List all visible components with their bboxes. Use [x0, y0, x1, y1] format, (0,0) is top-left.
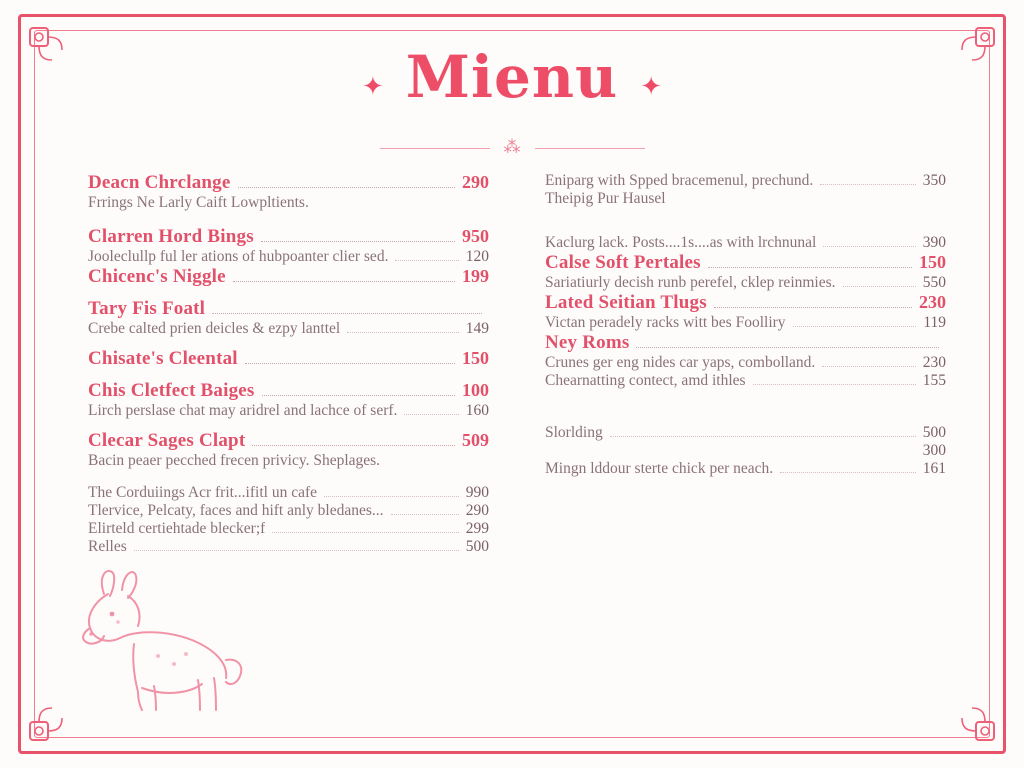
spacer — [88, 216, 489, 226]
menu-item-description: Crunes ger eng nides car yaps, combolland. — [545, 354, 816, 371]
dot-leader — [780, 472, 916, 473]
menu-item-description: Jooleclullp ful ler ations of hubpoanter clier sed. — [88, 248, 389, 265]
menu-columns — [88, 172, 946, 710]
menu-item-price: 500 — [465, 538, 489, 555]
title-star-right-icon: ✦ — [640, 72, 663, 102]
menu-item-description: Tlervice, Pelcaty, faces and hift anly bledanes... — [88, 502, 384, 519]
spacer — [88, 338, 489, 348]
menu-item-price: 100 — [462, 380, 489, 400]
menu-item-row — [545, 252, 946, 274]
menu-item-row — [88, 172, 489, 194]
page-title: Mienu — [405, 43, 619, 111]
menu-item-name: Clarren Hord Bings — [88, 226, 254, 247]
menu-item-row — [545, 332, 946, 354]
menu-subitem-row — [545, 274, 946, 292]
dot-leader — [261, 241, 455, 242]
dot-leader — [714, 307, 912, 308]
menu-item-price: 149 — [465, 320, 489, 337]
menu-item-price: 119 — [923, 314, 946, 331]
dot-leader — [404, 414, 458, 415]
menu-item-name: Chis Cletfect Baiges — [88, 380, 255, 401]
dot-leader — [238, 187, 456, 188]
menu-item-description: Lirch perslase chat may aridrel and lachce of serf. — [88, 402, 398, 419]
menu-subitem-row — [88, 502, 489, 520]
menu-item-price: 390 — [922, 234, 946, 251]
divider-knot-icon: ⁂ — [503, 137, 521, 156]
divider-line-left — [380, 148, 490, 149]
title-star-left-icon: ✦ — [361, 72, 384, 102]
dot-leader — [233, 281, 455, 282]
dot-leader — [272, 532, 458, 533]
menu-item-price: 155 — [922, 372, 946, 389]
spacer — [88, 420, 489, 430]
dot-leader — [245, 363, 455, 364]
menu-item-description: Theipig Pur Hausel — [545, 190, 666, 207]
menu-column-right — [545, 172, 946, 710]
menu-title-block — [0, 43, 1024, 111]
menu-subitem-row — [545, 442, 946, 460]
menu-item-price: 150 — [462, 348, 489, 368]
menu-item-price: 550 — [922, 274, 946, 291]
spacer — [88, 474, 489, 484]
menu-item-description: Elirteld certiehtade blecker;f — [88, 520, 266, 537]
menu-item-price: 950 — [462, 226, 489, 246]
menu-item-description: Crebe calted prien deicles & ezpy lanttel — [88, 320, 341, 337]
menu-subitem-row — [88, 320, 489, 338]
menu-item-description: Slorlding — [545, 424, 603, 441]
menu-item-price: 990 — [465, 484, 489, 501]
menu-item-price: 299 — [465, 520, 489, 537]
dot-leader — [708, 267, 912, 268]
spacer — [88, 288, 489, 298]
dot-leader — [324, 496, 459, 497]
menu-item-name: Clecar Sages Clapt — [88, 430, 246, 451]
menu-item-price: 300 — [922, 442, 946, 459]
menu-item-name: Calse Soft Pertales — [545, 252, 701, 273]
menu-subitem-row — [545, 424, 946, 442]
menu-item-name: Chisate's Cleental — [88, 348, 238, 369]
spacer — [545, 212, 946, 234]
dot-leader — [636, 347, 939, 348]
menu-item-price: 500 — [922, 424, 946, 441]
menu-item-description: Relles — [88, 538, 127, 555]
dot-leader — [252, 445, 455, 446]
title-divider — [0, 138, 1024, 158]
menu-subitem-row — [88, 248, 489, 266]
menu-item-price: 350 — [922, 172, 946, 189]
menu-item-price: 160 — [465, 402, 489, 419]
menu-item-name: Ney Roms — [545, 332, 630, 353]
menu-item-name: Chicenc's Niggle — [88, 266, 226, 287]
dot-leader — [610, 436, 916, 437]
menu-item-row — [88, 226, 489, 248]
menu-item-row — [88, 298, 489, 320]
menu-item-price: 290 — [462, 172, 489, 192]
menu-item-description: Sariatiurly decish runb perefel, cklep reinmies. — [545, 274, 836, 291]
divider-line-right — [535, 148, 645, 149]
menu-item-row — [88, 380, 489, 402]
menu-subitem-row — [88, 520, 489, 538]
dot-leader — [820, 184, 915, 185]
menu-item-row — [88, 430, 489, 452]
menu-subitem-row — [88, 484, 489, 502]
menu-subitem-row — [88, 402, 489, 420]
spacer — [545, 390, 946, 424]
menu-item-price: 120 — [465, 248, 489, 265]
menu-item-description: Bacin peaer pecched frecen privicy. Sheplages. — [88, 452, 381, 469]
menu-subitem-row — [545, 354, 946, 372]
menu-subitem-row — [545, 234, 946, 252]
dot-leader — [262, 395, 455, 396]
menu-subitem-row — [88, 538, 489, 556]
menu-item-price: 199 — [462, 266, 489, 286]
menu-column-left — [88, 172, 489, 710]
menu-item-description: Kaclurg lack. Posts....1s....as with lrchnunal — [545, 234, 817, 251]
dot-leader — [822, 366, 915, 367]
menu-item-price: 509 — [462, 430, 489, 450]
menu-item-price: 161 — [922, 460, 946, 477]
menu-item-row — [545, 292, 946, 314]
spacer — [88, 370, 489, 380]
dot-leader — [753, 384, 916, 385]
dot-leader — [347, 332, 459, 333]
menu-item-description: Eniparg with Spped bracemenul, prechund. — [545, 172, 814, 189]
dot-leader — [793, 326, 917, 327]
dot-leader — [212, 313, 482, 314]
dot-leader — [843, 286, 916, 287]
menu-item-price: 230 — [922, 354, 946, 371]
menu-item-price: 230 — [919, 292, 946, 312]
dot-leader — [391, 514, 459, 515]
menu-item-description: Frrings Ne Larly Caift Lowpltients. — [88, 194, 309, 211]
dot-leader — [823, 246, 915, 247]
menu-item-row — [88, 348, 489, 370]
menu-subitem-row — [545, 460, 946, 478]
menu-item-description: Mingn lddour sterte chick per neach. — [545, 460, 774, 477]
menu-item-price: 150 — [919, 252, 946, 272]
menu-item-description: The Corduiings Acr frit...ifitl un cafe — [88, 484, 317, 501]
menu-item-description: Chearnatting contect, amd ithles — [545, 372, 746, 389]
menu-item-name: Tary Fis Foatl — [88, 298, 206, 319]
menu-item-price: 290 — [465, 502, 489, 519]
menu-subitem-row — [545, 172, 946, 190]
dot-leader — [395, 260, 458, 261]
menu-subitem-row — [545, 314, 946, 332]
dot-leader — [134, 550, 459, 551]
menu-item-name: Deacn Chrclange — [88, 172, 231, 193]
menu-item-description: Victan peradely racks witt bes Foolliry — [545, 314, 786, 331]
menu-subitem-row — [545, 372, 946, 390]
menu-item-row — [88, 266, 489, 288]
menu-item-name: Lated Seitian Tlugs — [545, 292, 707, 313]
